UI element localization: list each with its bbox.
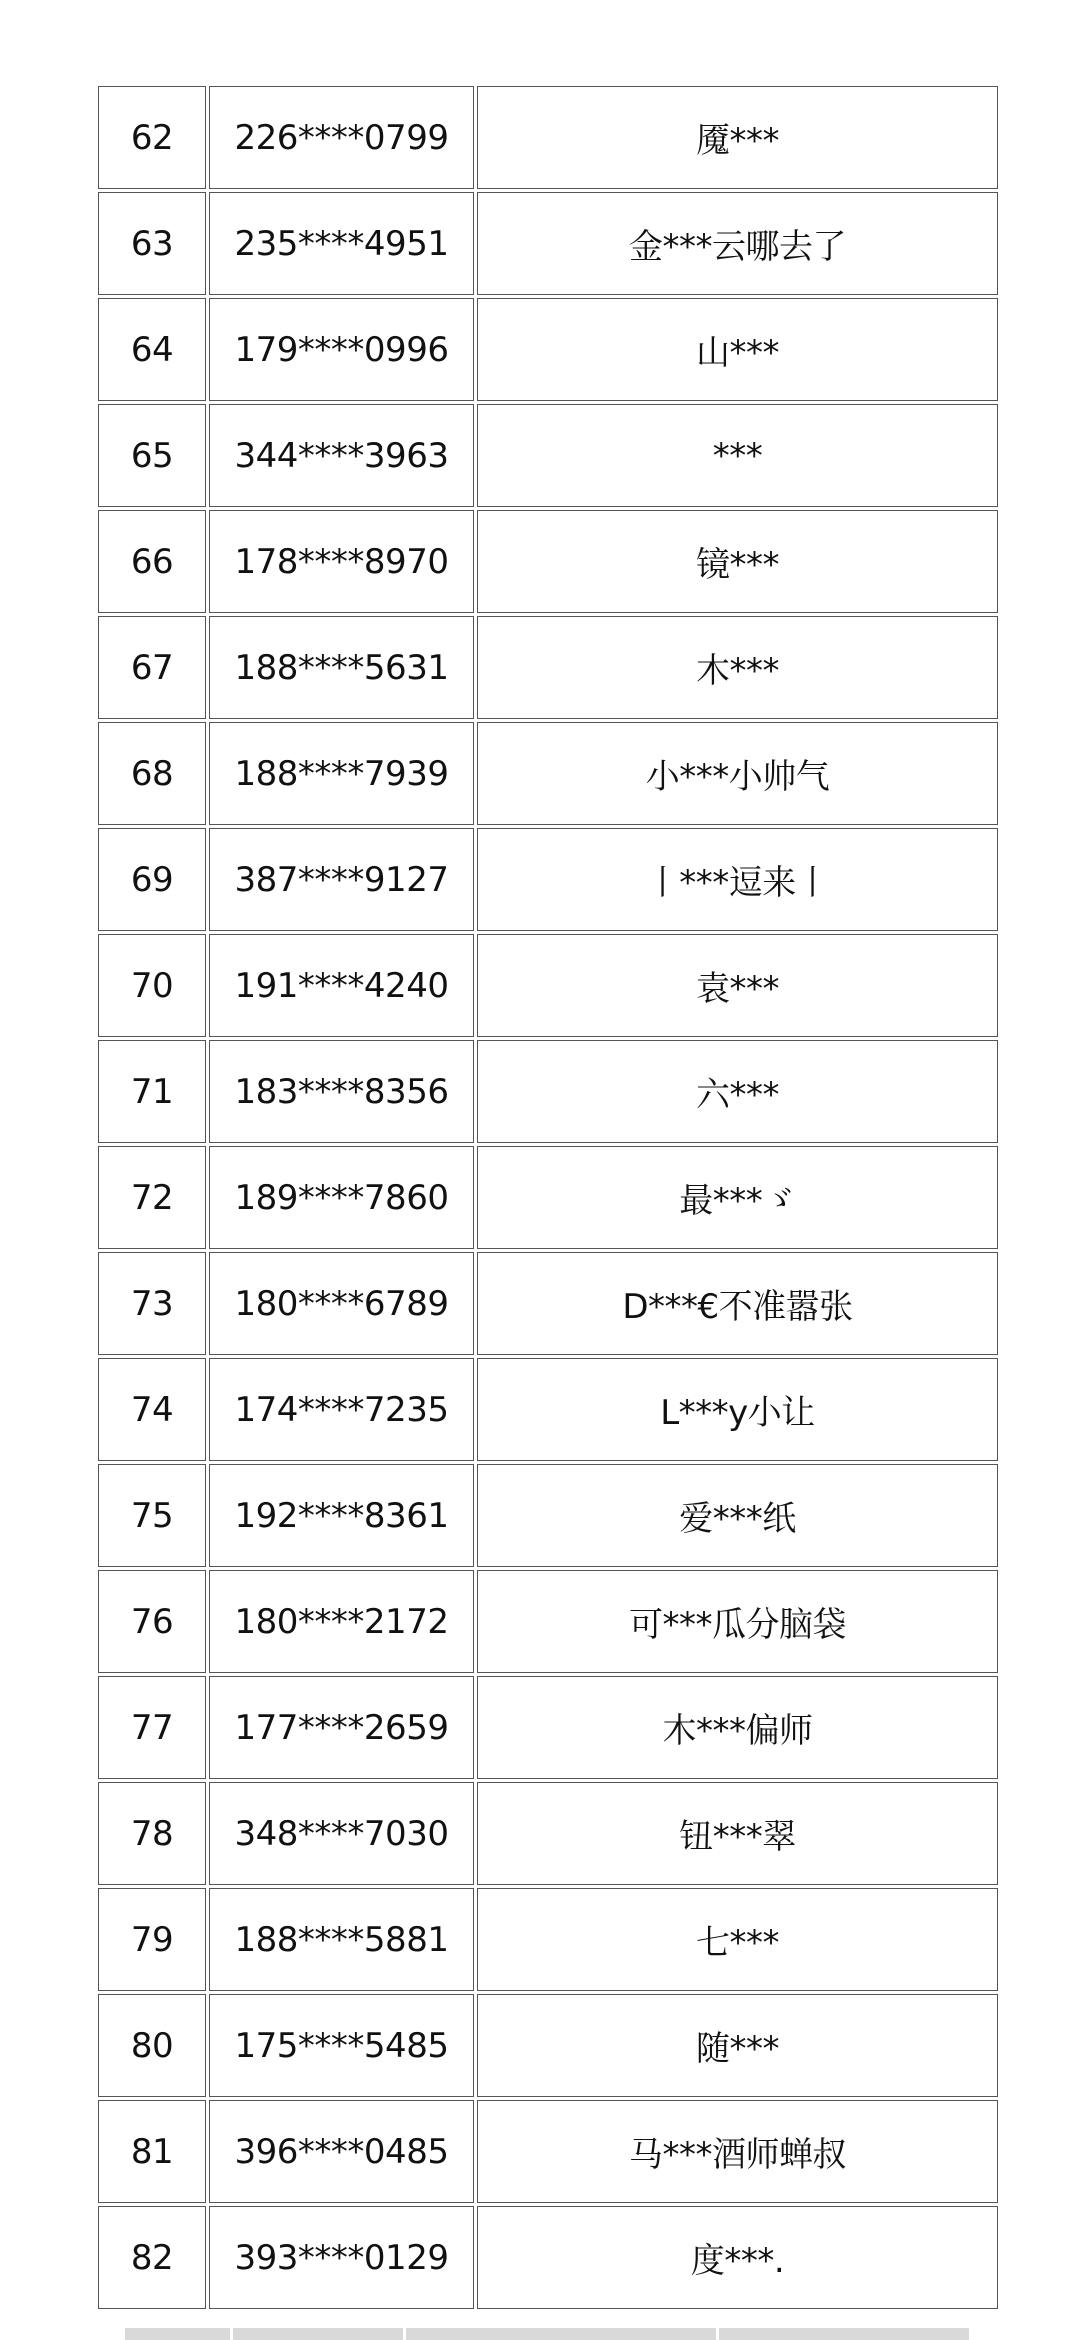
row-index-cell: 75 [98,1464,206,1567]
table-row [98,1570,998,1673]
user-id-cell: 192****8361 [209,1464,474,1567]
table-row [98,1994,998,2097]
user-id-cell: 175****5485 [209,1994,474,2097]
nickname-cell: D***€不准嚣张 [477,1252,998,1355]
table-row [98,828,998,931]
row-index-cell: 81 [98,2100,206,2203]
strip-cell [233,2328,403,2340]
user-id-cell: 344****3963 [209,404,474,507]
table-row [98,1040,998,1143]
row-index-cell: 74 [98,1358,206,1461]
user-id-cell: 177****2659 [209,1676,474,1779]
nickname-cell: 小***小帅气 [477,722,998,825]
row-index-cell: 82 [98,2206,206,2309]
row-index-cell: 71 [98,1040,206,1143]
user-id-cell: 178****8970 [209,510,474,613]
table-row [98,1358,998,1461]
table-row [98,1676,998,1779]
user-id-cell: 188****5881 [209,1888,474,1991]
table-row [98,510,998,613]
row-index-cell: 62 [98,86,206,189]
nickname-cell: 可***瓜分脑袋 [477,1570,998,1673]
user-id-cell: 188****7939 [209,722,474,825]
nickname-cell: 丨***逗来丨 [477,828,998,931]
user-id-cell: 393****0129 [209,2206,474,2309]
user-id-cell: 180****2172 [209,1570,474,1673]
row-index-cell: 76 [98,1570,206,1673]
user-id-cell: 235****4951 [209,192,474,295]
user-id-cell: 183****8356 [209,1040,474,1143]
user-id-cell: 179****0996 [209,298,474,401]
user-id-cell: 387****9127 [209,828,474,931]
nickname-cell: 镜*** [477,510,998,613]
strip-cell [719,2328,969,2340]
table-row [98,722,998,825]
table-row [98,192,998,295]
nickname-cell: 木***偏师 [477,1676,998,1779]
row-index-cell: 63 [98,192,206,295]
table-row [98,1782,998,1885]
nickname-cell: 度***. [477,2206,998,2309]
next-table-header-strip [95,2328,1001,2340]
winner-list-body [98,86,998,2309]
row-index-cell: 80 [98,1994,206,2097]
row-index-cell: 77 [98,1676,206,1779]
nickname-cell: 最***ゞ [477,1146,998,1249]
user-id-cell: 174****7235 [209,1358,474,1461]
row-index-cell: 69 [98,828,206,931]
table-row [98,298,998,401]
user-id-cell: 396****0485 [209,2100,474,2203]
row-index-cell: 73 [98,1252,206,1355]
user-id-cell: 180****6789 [209,1252,474,1355]
table-row [98,1146,998,1249]
nickname-cell: L***y小让 [477,1358,998,1461]
row-index-cell: 70 [98,934,206,1037]
nickname-cell: 山*** [477,298,998,401]
table-row [98,1888,998,1991]
table-row [98,934,998,1037]
table-row [98,404,998,507]
table-row [98,616,998,719]
table-row [98,1252,998,1355]
row-index-cell: 72 [98,1146,206,1249]
row-index-cell: 68 [98,722,206,825]
nickname-cell: *** [477,404,998,507]
user-id-cell: 191****4240 [209,934,474,1037]
row-index-cell: 64 [98,298,206,401]
table-row [98,86,998,189]
strip-cell [406,2328,716,2340]
nickname-cell: 七*** [477,1888,998,1991]
nickname-cell: 爱***纸 [477,1464,998,1567]
nickname-cell: 随*** [477,1994,998,2097]
user-id-cell: 226****0799 [209,86,474,189]
row-index-cell: 78 [98,1782,206,1885]
row-index-cell: 65 [98,404,206,507]
table-row [98,2206,998,2309]
nickname-cell: 袁*** [477,934,998,1037]
row-index-cell: 66 [98,510,206,613]
winner-list-table-container [95,83,1001,2312]
user-id-cell: 348****7030 [209,1782,474,1885]
row-index-cell: 79 [98,1888,206,1991]
user-id-cell: 188****5631 [209,616,474,719]
winner-list-table [95,83,1001,2312]
nickname-cell: 木*** [477,616,998,719]
table-row [98,1464,998,1567]
nickname-cell: 六*** [477,1040,998,1143]
strip-cell [125,2328,230,2340]
nickname-cell: 钮***翠 [477,1782,998,1885]
row-index-cell: 67 [98,616,206,719]
table-row [98,2100,998,2203]
nickname-cell: 魇*** [477,86,998,189]
nickname-cell: 金***云哪去了 [477,192,998,295]
nickname-cell: 马***酒师蝉叔 [477,2100,998,2203]
user-id-cell: 189****7860 [209,1146,474,1249]
